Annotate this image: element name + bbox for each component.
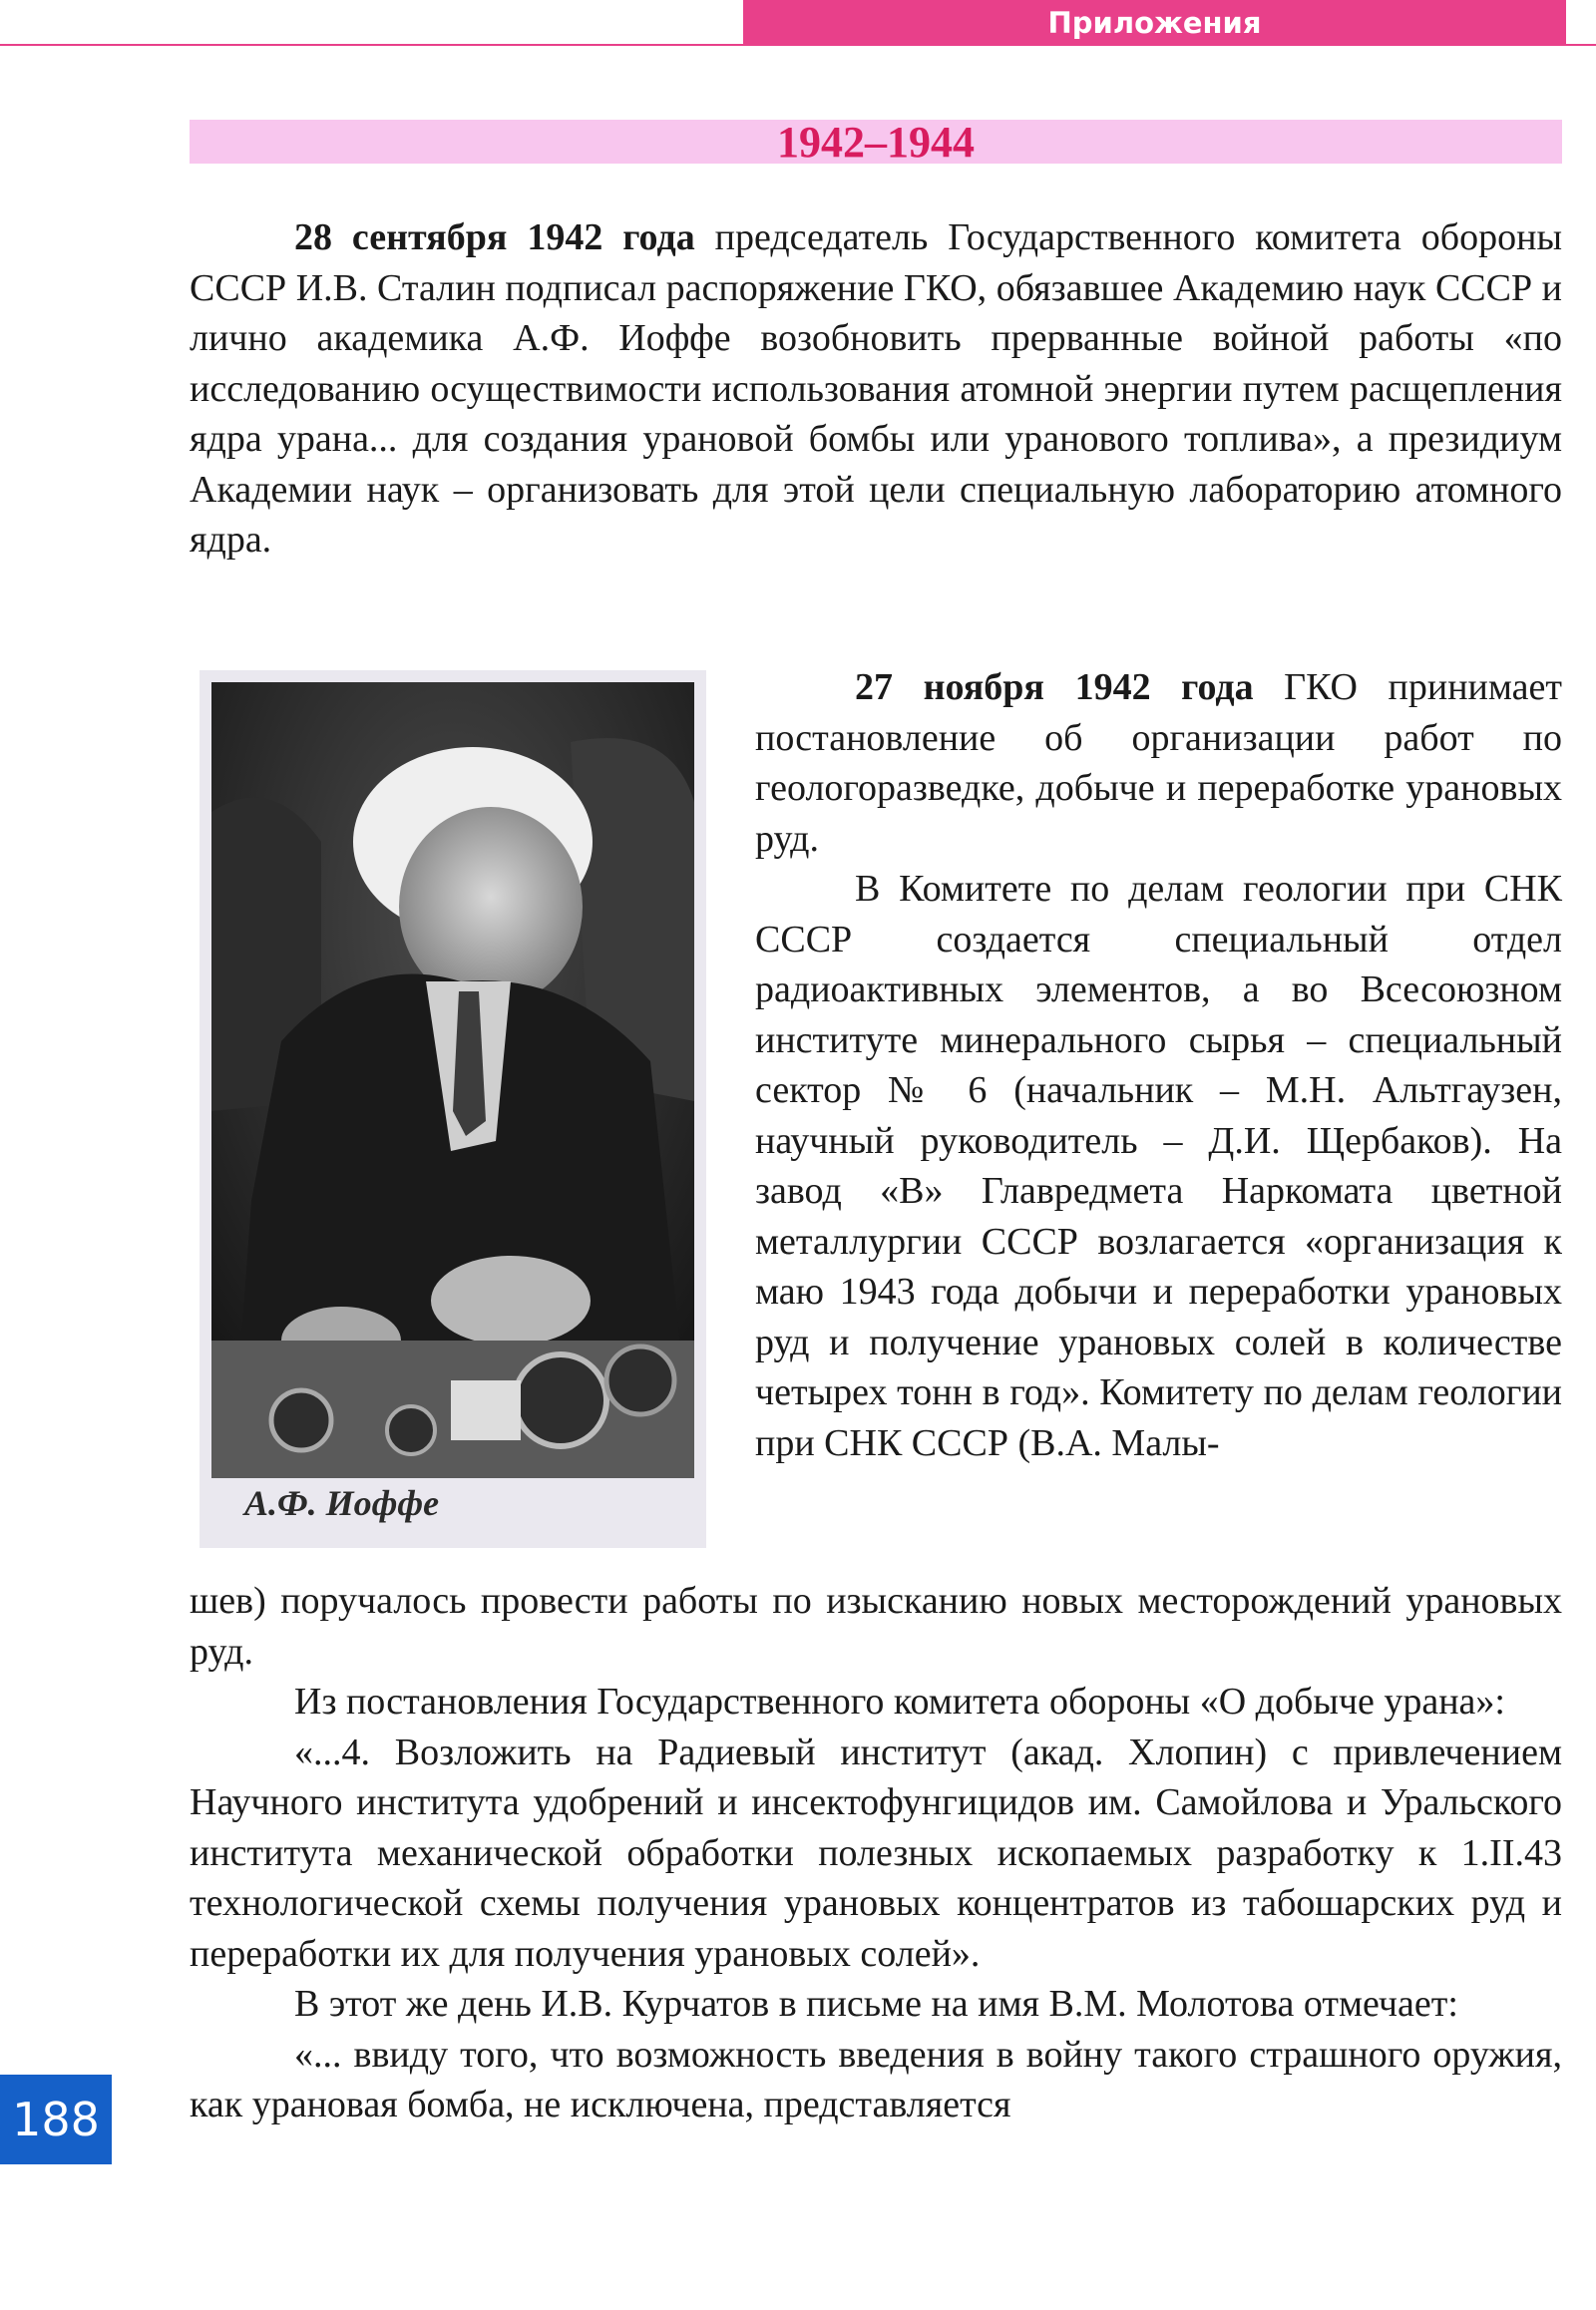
paragraph-3: В Комитете по делам геологии при СНК СССР создается специальный отдел радиоактивных элементов, а во Всесоюзном институте минерального сырья – специальный сектор № 6 (начальник – М.Н. Альтгаузен, научный руководитель – Д.И. Щербаков). На завод «В» Главредмета Наркомата цветной металлургии СССР возлагается «организация к маю 1943 года добычи и переработки урановых руд и получение урановых солей в количестве четырех тонн в год». Комитету по делам геологии при СНК СССР (В.А. Малы- bbox=[755, 868, 1562, 1464]
portrait-photo bbox=[211, 682, 694, 1478]
lower-text bbox=[190, 1576, 1562, 2130]
figure bbox=[200, 670, 706, 1548]
date-sep-1942: 28 сентября 1942 года bbox=[294, 216, 695, 258]
right-column bbox=[755, 662, 1562, 1468]
paragraph-5-quote: «...4. Возложить на Радиевый институт (акад. Хлопин) с привлечением Научного института удобрений и инсектофунгицидов им. Самойлова и Уральского института механической обработки полезных ископаемых разработку к 1.II.43 технологической схемы получения урановых концентратов из табошарских руд и переработки их для получения урановых солей». bbox=[190, 1731, 1562, 1975]
section-tab: Приложения bbox=[743, 0, 1566, 46]
year-heading: 1942–1944 bbox=[190, 120, 1562, 164]
page-number: 188 bbox=[0, 2075, 112, 2164]
paragraph-3-continued: шев) поручалось провести работы по изысканию новых месторождений урановых руд. bbox=[190, 1580, 1562, 1673]
photo-caption: А.Ф. Иоффе bbox=[244, 1483, 440, 1523]
date-nov-1942: 27 ноября 1942 года bbox=[855, 666, 1254, 708]
paragraph-2-text: ГКО принимает постановление об организации работ по геологоразведке, добыче и переработке урановых руд. bbox=[755, 666, 1563, 860]
paragraph-6: В этот же день И.В. Курчатов в письме на имя В.М. Молотова отмечает: bbox=[294, 1983, 1458, 2025]
paragraph-1 bbox=[190, 212, 1562, 566]
paragraph-4: Из постановления Государственного комитета обороны «О добыче урана»: bbox=[294, 1681, 1505, 1723]
paragraph-1-text: председатель Государственного комитета обороны СССР И.В. Сталин подписал распоряжение ГКО, обязавшее Академию наук СССР и лично академика А.Ф. Иоффе возобновить прерванные войной работы «по исследованию осуществимости использования атомной энергии путем расщепления ядра урана... для создания урановой бомбы или уранового топлива», а президиум Академии наук – организовать для этой цели специальную лабораторию атомного ядра. bbox=[190, 216, 1562, 561]
paragraph-7-quote: «... ввиду того, что возможность введения в войну такого страшного оружия, как урановая бомба, не исключена, представляется bbox=[190, 2033, 1562, 2125]
